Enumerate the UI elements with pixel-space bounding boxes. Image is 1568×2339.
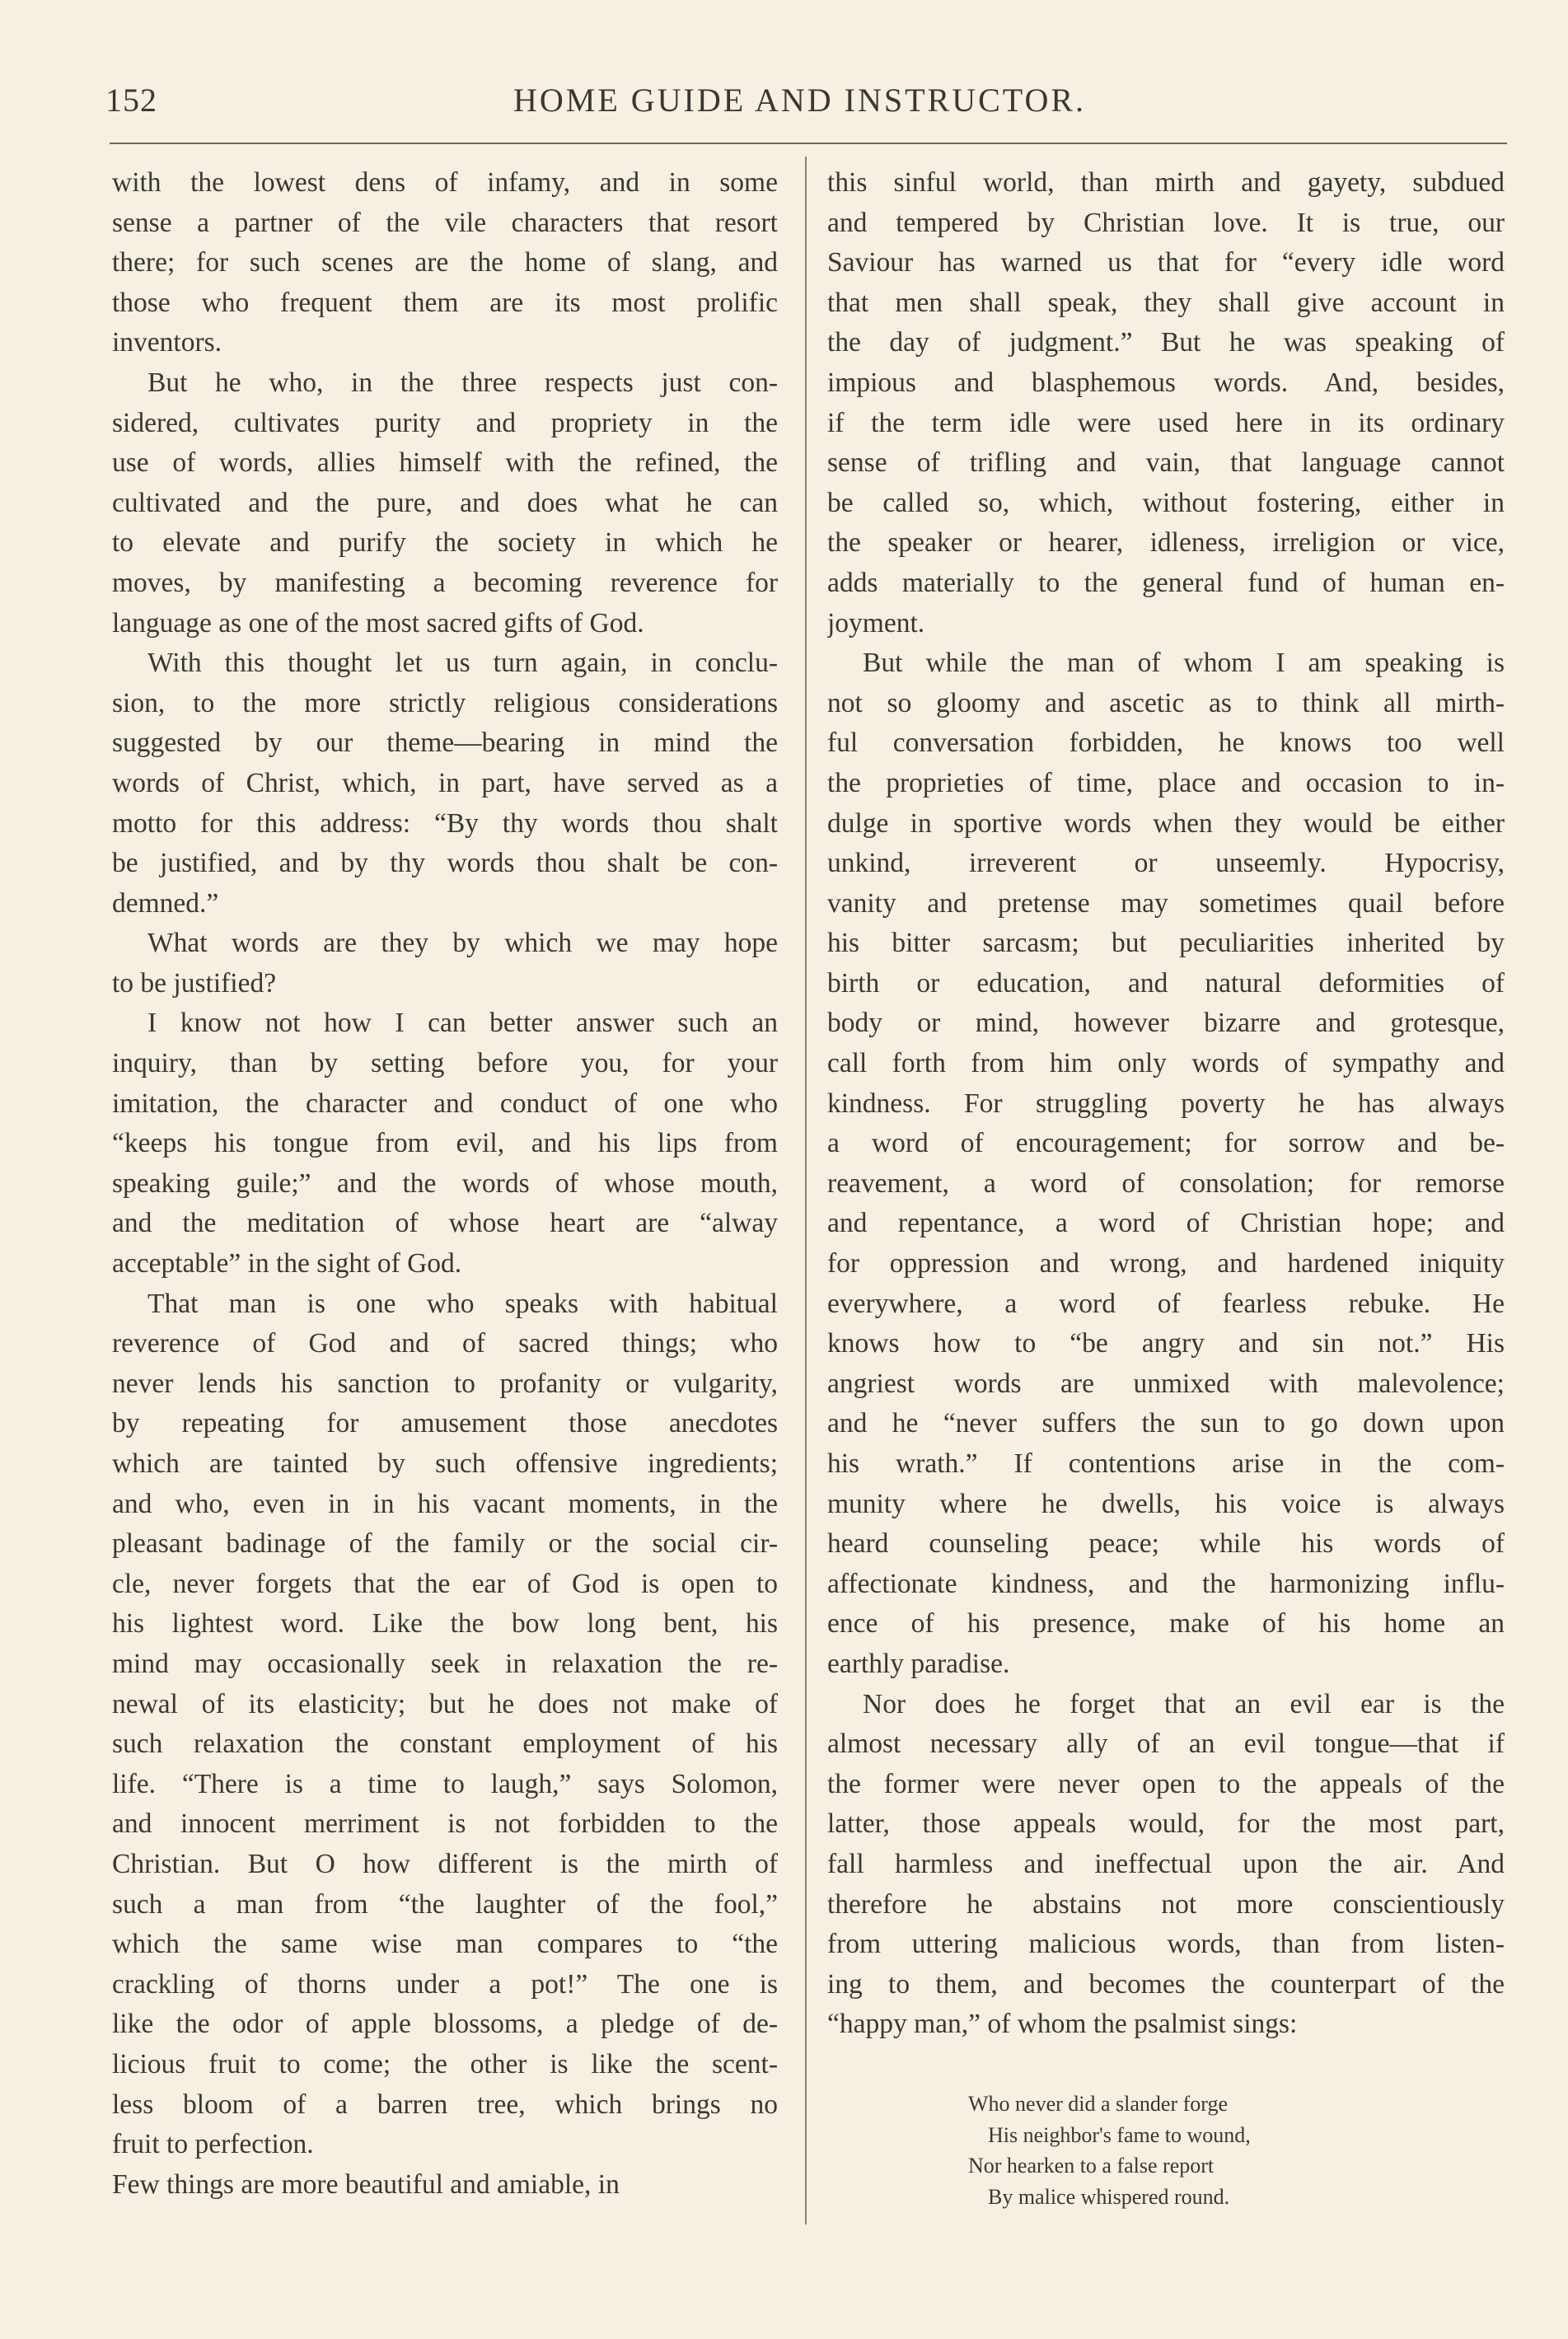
text-line: acceptable” in the sight of God. xyxy=(112,1248,462,1279)
text-line: be called so, which, without fostering, either in xyxy=(827,487,1505,518)
text-line: the day of judgment.” But he was speaking of xyxy=(827,327,1505,358)
text-line: But he who, in the three respects just con- xyxy=(147,367,778,398)
text-line: and innocent merriment is not forbidden to the xyxy=(112,1808,778,1840)
verse-quotation xyxy=(968,2089,1251,2212)
text-line: earthly paradise. xyxy=(827,1648,1010,1679)
text-line: such relaxation the constant employment of his xyxy=(112,1729,778,1760)
text-line: with the lowest dens of infamy, and in some xyxy=(112,167,778,198)
text-line: fall harmless and ineffectual upon the air. And xyxy=(827,1848,1505,1879)
text-line: adds materially to the general fund of human en- xyxy=(827,567,1505,598)
text-line: affectionate kindness, and the harmonizing influ- xyxy=(827,1568,1505,1599)
text-line: joyment. xyxy=(827,607,925,639)
text-line: this sinful world, than mirth and gayety, subdued xyxy=(827,167,1505,198)
text-line: newal of its elasticity; but he does not make of xyxy=(112,1688,778,1719)
text-line: reavement, a word of consolation; for remorse xyxy=(827,1167,1505,1199)
text-line: for oppression and wrong, and hardened iniquity xyxy=(827,1248,1505,1279)
text-line: his bitter sarcasm; but peculiarities inherited by xyxy=(827,928,1505,959)
text-line: Few things are more beautiful and amiable, in xyxy=(112,2168,620,2200)
text-line: that men shall speak, they shall give account in xyxy=(827,287,1505,318)
text-line: like the odor of apple blossoms, a pledge of de- xyxy=(112,2009,778,2040)
text-line: birth or education, and natural deformities of xyxy=(827,967,1505,999)
text-line: the speaker or hearer, idleness, irreligion or vice, xyxy=(827,527,1505,559)
text-line: ful conversation forbidden, he knows too well xyxy=(827,727,1505,759)
text-line: With this thought let us turn again, in conclu- xyxy=(147,648,778,679)
verse-line: By malice whispered round. xyxy=(988,2184,1230,2209)
text-line: moves, by manifesting a becoming reverence for xyxy=(112,567,778,598)
text-line: which are tainted by such offensive ingredients; xyxy=(112,1448,778,1479)
text-line: motto for this address: “By thy words thou shalt xyxy=(112,807,778,839)
page-number: 152 xyxy=(105,82,157,119)
text-line: sense of trifling and vain, that language cannot xyxy=(827,447,1505,479)
text-line: cultivated and the pure, and does what he can xyxy=(112,487,778,518)
text-line: inquiry, than by setting before you, for your xyxy=(112,1048,778,1079)
text-line: What words are they by which we may hope xyxy=(147,928,778,959)
text-line: sense a partner of the vile characters that resort xyxy=(112,207,778,238)
text-line: I know not how I can better answer such an xyxy=(147,1008,778,1039)
text-line: ence of his presence, make of his home an xyxy=(827,1608,1505,1640)
text-line: therefore he abstains not more conscientiously xyxy=(827,1888,1505,1920)
text-line: words of Christ, which, in part, have served as a xyxy=(112,767,778,798)
text-line: munity where he dwells, his voice is always xyxy=(827,1488,1505,1519)
text-line: mind may occasionally seek in relaxation the re- xyxy=(112,1648,778,1679)
text-line: But while the man of whom I am speaking is xyxy=(863,648,1505,679)
left-column xyxy=(112,163,778,2205)
text-line: angriest words are unmixed with malevolence; xyxy=(827,1368,1505,1399)
text-line: ing to them, and becomes the counterpart of the xyxy=(827,1968,1505,2000)
text-line: That man is one who speaks with habitual xyxy=(147,1288,778,1319)
text-line: crackling of thorns under a pot!” The one is xyxy=(112,1968,778,2000)
text-line: if the term idle were used here in its ordinary xyxy=(827,407,1505,438)
text-line: the proprieties of time, place and occasion to in- xyxy=(827,767,1505,798)
text-line: knows how to “be angry and sin not.” His xyxy=(827,1328,1505,1359)
text-line: speaking guile;” and the words of whose mouth, xyxy=(112,1167,778,1199)
column-divider xyxy=(805,157,807,2224)
text-line: suggested by our theme—bearing in mind the xyxy=(112,727,778,759)
text-line: which the same wise man compares to “the xyxy=(112,1929,778,1960)
text-line: body or mind, however bizarre and grotesque, xyxy=(827,1008,1505,1039)
text-line: and repentance, a word of Christian hope; and xyxy=(827,1208,1505,1239)
text-line: and the meditation of whose heart are “alway xyxy=(112,1208,778,1239)
text-line: and tempered by Christian love. It is true, our xyxy=(827,207,1505,238)
text-line: such a man from “the laughter of the fool,” xyxy=(112,1888,778,1920)
text-line: and he “never suffers the sun to go down upon xyxy=(827,1408,1505,1439)
text-line: Saviour has warned us that for “every idle word xyxy=(827,247,1505,278)
text-line: the former were never open to the appeals of the xyxy=(827,1768,1505,1799)
text-line: fruit to perfection. xyxy=(112,2129,314,2160)
text-line: language as one of the most sacred gifts of God. xyxy=(112,607,644,639)
text-line: his lightest word. Like the bow long bent, his xyxy=(112,1608,778,1640)
text-line: everywhere, a word of fearless rebuke. He xyxy=(827,1288,1505,1319)
text-line: heard counseling peace; while his words of xyxy=(827,1528,1505,1560)
header-rule xyxy=(110,143,1507,144)
text-line: be justified, and by thy words thou shalt be con- xyxy=(112,848,778,879)
text-line: Christian. But O how different is the mirth of xyxy=(112,1848,778,1879)
text-line: unkind, irreverent or unseemly. Hypocrisy, xyxy=(827,848,1505,879)
text-line: licious fruit to come; the other is like the scent- xyxy=(112,2048,778,2079)
text-line: by repeating for amusement those anecdotes xyxy=(112,1408,778,1439)
text-line: pleasant badinage of the family or the social cir- xyxy=(112,1528,778,1560)
text-line: “keeps his tongue from evil, and his lips from xyxy=(112,1128,778,1159)
right-column xyxy=(827,163,1505,2045)
text-line: to elevate and purify the society in which he xyxy=(112,527,778,559)
text-line: “happy man,” of whom the psalmist sings: xyxy=(827,2009,1298,2040)
text-line: cle, never forgets that the ear of God is open to xyxy=(112,1568,778,1599)
text-line: there; for such scenes are the home of slang, and xyxy=(112,247,778,278)
text-line: from uttering malicious words, than from listen- xyxy=(827,1929,1505,1960)
verse-line: Who never did a slander forge xyxy=(968,2092,1229,2116)
text-line: sion, to the more strictly religious considerations xyxy=(112,687,778,718)
text-line: imitation, the character and conduct of one who xyxy=(112,1088,778,1119)
running-title: HOME GUIDE AND INSTRUCTOR. xyxy=(513,82,1087,119)
text-line: call forth from him only words of sympathy and xyxy=(827,1048,1505,1079)
text-line: use of words, allies himself with the refined, the xyxy=(112,447,778,479)
text-line: to be justified? xyxy=(112,967,277,999)
verse-line: Nor hearken to a false report xyxy=(968,2154,1215,2178)
text-line: kindness. For struggling poverty he has always xyxy=(827,1088,1505,1119)
text-line: demned.” xyxy=(112,887,219,919)
text-line: less bloom of a barren tree, which brings no xyxy=(112,2089,778,2120)
page-header xyxy=(105,81,1506,130)
text-line: inventors. xyxy=(112,327,222,358)
text-line: Nor does he forget that an evil ear is the xyxy=(863,1688,1505,1719)
text-line: life. “There is a time to laugh,” says Solomon, xyxy=(112,1768,778,1799)
text-line: never lends his sanction to profanity or vulgarity, xyxy=(112,1368,778,1399)
text-line: those who frequent them are its most prolific xyxy=(112,287,778,318)
verse-line: His neighbor's fame to wound, xyxy=(988,2122,1251,2147)
text-line: reverence of God and of sacred things; who xyxy=(112,1328,778,1359)
text-line: a word of encouragement; for sorrow and be- xyxy=(827,1128,1505,1159)
text-line: sidered, cultivates purity and propriety in the xyxy=(112,407,778,438)
text-line: his wrath.” If contentions arise in the com- xyxy=(827,1448,1505,1479)
text-line: vanity and pretense may sometimes quail before xyxy=(827,887,1505,919)
text-line: and who, even in in his vacant moments, in the xyxy=(112,1488,778,1519)
text-line: latter, those appeals would, for the most part, xyxy=(827,1808,1505,1840)
text-line: impious and blasphemous words. And, besides, xyxy=(827,367,1505,398)
text-line: almost necessary ally of an evil tongue—that if xyxy=(827,1729,1505,1760)
text-line: not so gloomy and ascetic as to think all mirth- xyxy=(827,687,1505,718)
text-line: dulge in sportive words when they would be either xyxy=(827,807,1505,839)
